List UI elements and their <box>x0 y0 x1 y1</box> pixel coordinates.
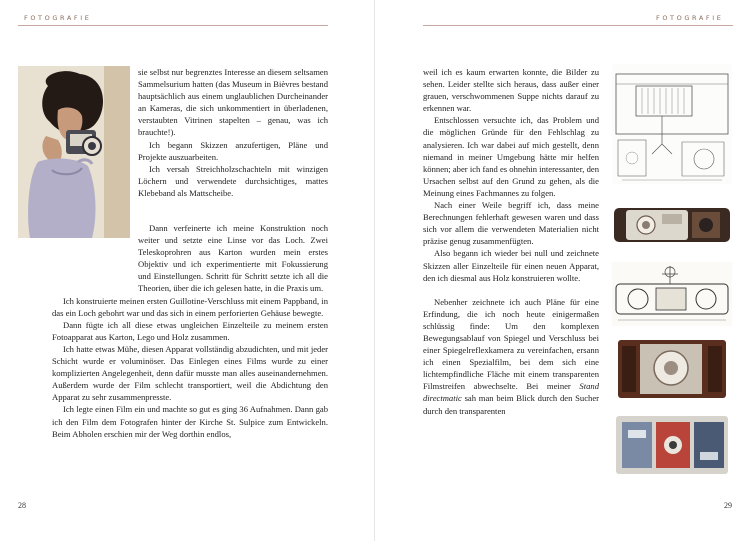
left-paragraph-8: Ich legte einen Film ein und machte so gut es ging 36 Aufnahmen. Dann gab ich den Film dem Fotografen hinter der Kirche St. Sulpice zum Entwickeln. Beim Abholen erschien mir der Weg dorthin endlos, <box>52 404 328 439</box>
photo-boy-with-camera <box>18 66 130 238</box>
right-paragraph-5-tail: sah man beim Blick durch den Sucher durch den transparenten <box>423 393 599 416</box>
left-page-number: 28 <box>18 501 26 510</box>
camera-parts-photo-4 <box>612 412 732 478</box>
camera-illustration-1 <box>612 200 732 248</box>
right-column <box>423 66 599 417</box>
left-paragraph-2: Ich begann Skizzen anzufertigen, Pläne und Projekte auszuarbeiten. <box>138 139 328 162</box>
left-paragraph-1: sie selbst nur begrenztes Interesse an diesem seltsamen Sammelsurium hatten (das Museum in Bièvres bestand hauptsächlich aus einem unglaublichen Durcheinander an Kameras, die sich unkommentiert in überladenen, verstaubten Vitrinen stapelten – genau, was ich brauchte!). <box>138 67 328 138</box>
camera-illustration-3 <box>612 338 732 400</box>
gutter <box>374 0 375 541</box>
left-running-head: FOTOGRAFIE <box>24 14 92 22</box>
left-column-bottom <box>52 222 328 440</box>
right-page-number: 29 <box>724 501 732 510</box>
left-paragraph-3: Ich versah Streichholzschachteln mit winzigen Löchern und verwendete durchsichtiges, mattes Klebeband als Mattscheibe. <box>138 163 328 198</box>
right-paragraph-5-text: Nebenher zeichnete ich auch Pläne für eine Erfindung, die ich noch heute einigermaßen schlüssig finde: Um den komplexen Bewegungsablauf von Spiegel und Verschluss bei einer Spiegelreflexkamera zu vereinfachen, ersann ich einen Spezialfilm, bei dem sich eine lichtempfindliche Fläche mit einem transparenten Filmstreifen abwechselte. Bei meiner <box>423 296 599 392</box>
left-paragraph-7: Ich hatte etwas Mühe, diesen Apparat vollständig abzudichten, und mit jeder Schicht wurde er voluminöser. Das Einlegen eines Films wurde zu einer komplizierten Angelegenheit, denn dafür musste man alles auseinandernehmen. Außerdem wurde der Film schlecht transportiert, weil die Abdichtung den Apparat zu sehr zusammenpresste. <box>52 343 328 403</box>
camera-illustration-4 <box>612 412 732 478</box>
boy-with-camera-illustration <box>18 66 130 238</box>
right-header-rule <box>423 25 733 26</box>
right-running-head: FOTOGRAFIE <box>656 14 724 22</box>
mechanism-illustration-2 <box>612 262 732 326</box>
right-paragraph-1: weil ich es kaum erwarten konnte, die Bilder zu sehen. Leider stellte sich heraus, dass außer einer grauen, verschwommenen Suppe nichts darauf zu erkennen war. <box>423 67 599 114</box>
sketch-illustration <box>612 64 732 184</box>
left-column-top <box>138 66 328 199</box>
wooden-camera-photo-1 <box>612 200 732 248</box>
mechanism-sketch-photo-2 <box>612 262 732 326</box>
right-paragraph-2: Entschlossen versuchte ich, das Problem und die möglichen Gründe für den Fehlschlag zu analysieren. Ich war dabei auf mich gestellt, denn niemand in meiner Umgebung hätte mir helfen können; aber ich fand es ohnehin interessanter, den Ursachen selbst auf den Grund zu gehen, als die Meinung eines Fachmannes zu folgen. <box>423 115 599 198</box>
stand-directmatic-term: Stand directmatic <box>423 381 599 404</box>
left-paragraph-5: Ich konstruierte meinen ersten Guillotine-Verschluss mit einem Pappband, in das ein Loch gebohrt war und das sich in einem perforierten Gehäuse bewegte. <box>52 295 328 318</box>
left-paragraph-6: Dann fügte ich all diese etwas ungleichen Einzelteile zu meinem ersten Fotoapparat aus Karton, Lego und Holz zusammen. <box>52 319 328 342</box>
right-paragraph-3: Nach einer Weile begriff ich, dass meine Berechnungen fehlerhaft gewesen waren und dass sich vor allem die verwendeten Materialien nicht präzise genug zusammenfügten. <box>423 200 599 247</box>
right-paragraph-5 <box>423 296 599 417</box>
technical-sketch-drawing <box>612 64 732 184</box>
wooden-camera-photo-3 <box>612 338 732 400</box>
left-header-rule <box>18 25 328 26</box>
right-paragraph-4: Also begann ich wieder bei null und zeichnete Skizzen aller Einzelteile für einen neuen Apparat, den ich diesmal aus Holz konstruieren wollte. <box>423 248 599 283</box>
left-paragraph-4: Dann verfeinerte ich meine Konstruktion noch weiter und setzte eine Linse vor das Loch. Zwei Teleskoprohren aus Karton wurden mein erstes Objektiv und ich experimentierte mit Fokussierung und Einstellungen. Schritt für Schritt setzte ich all die Theorien, über die ich gelesen hatte, in die Praxis um. <box>138 223 328 294</box>
